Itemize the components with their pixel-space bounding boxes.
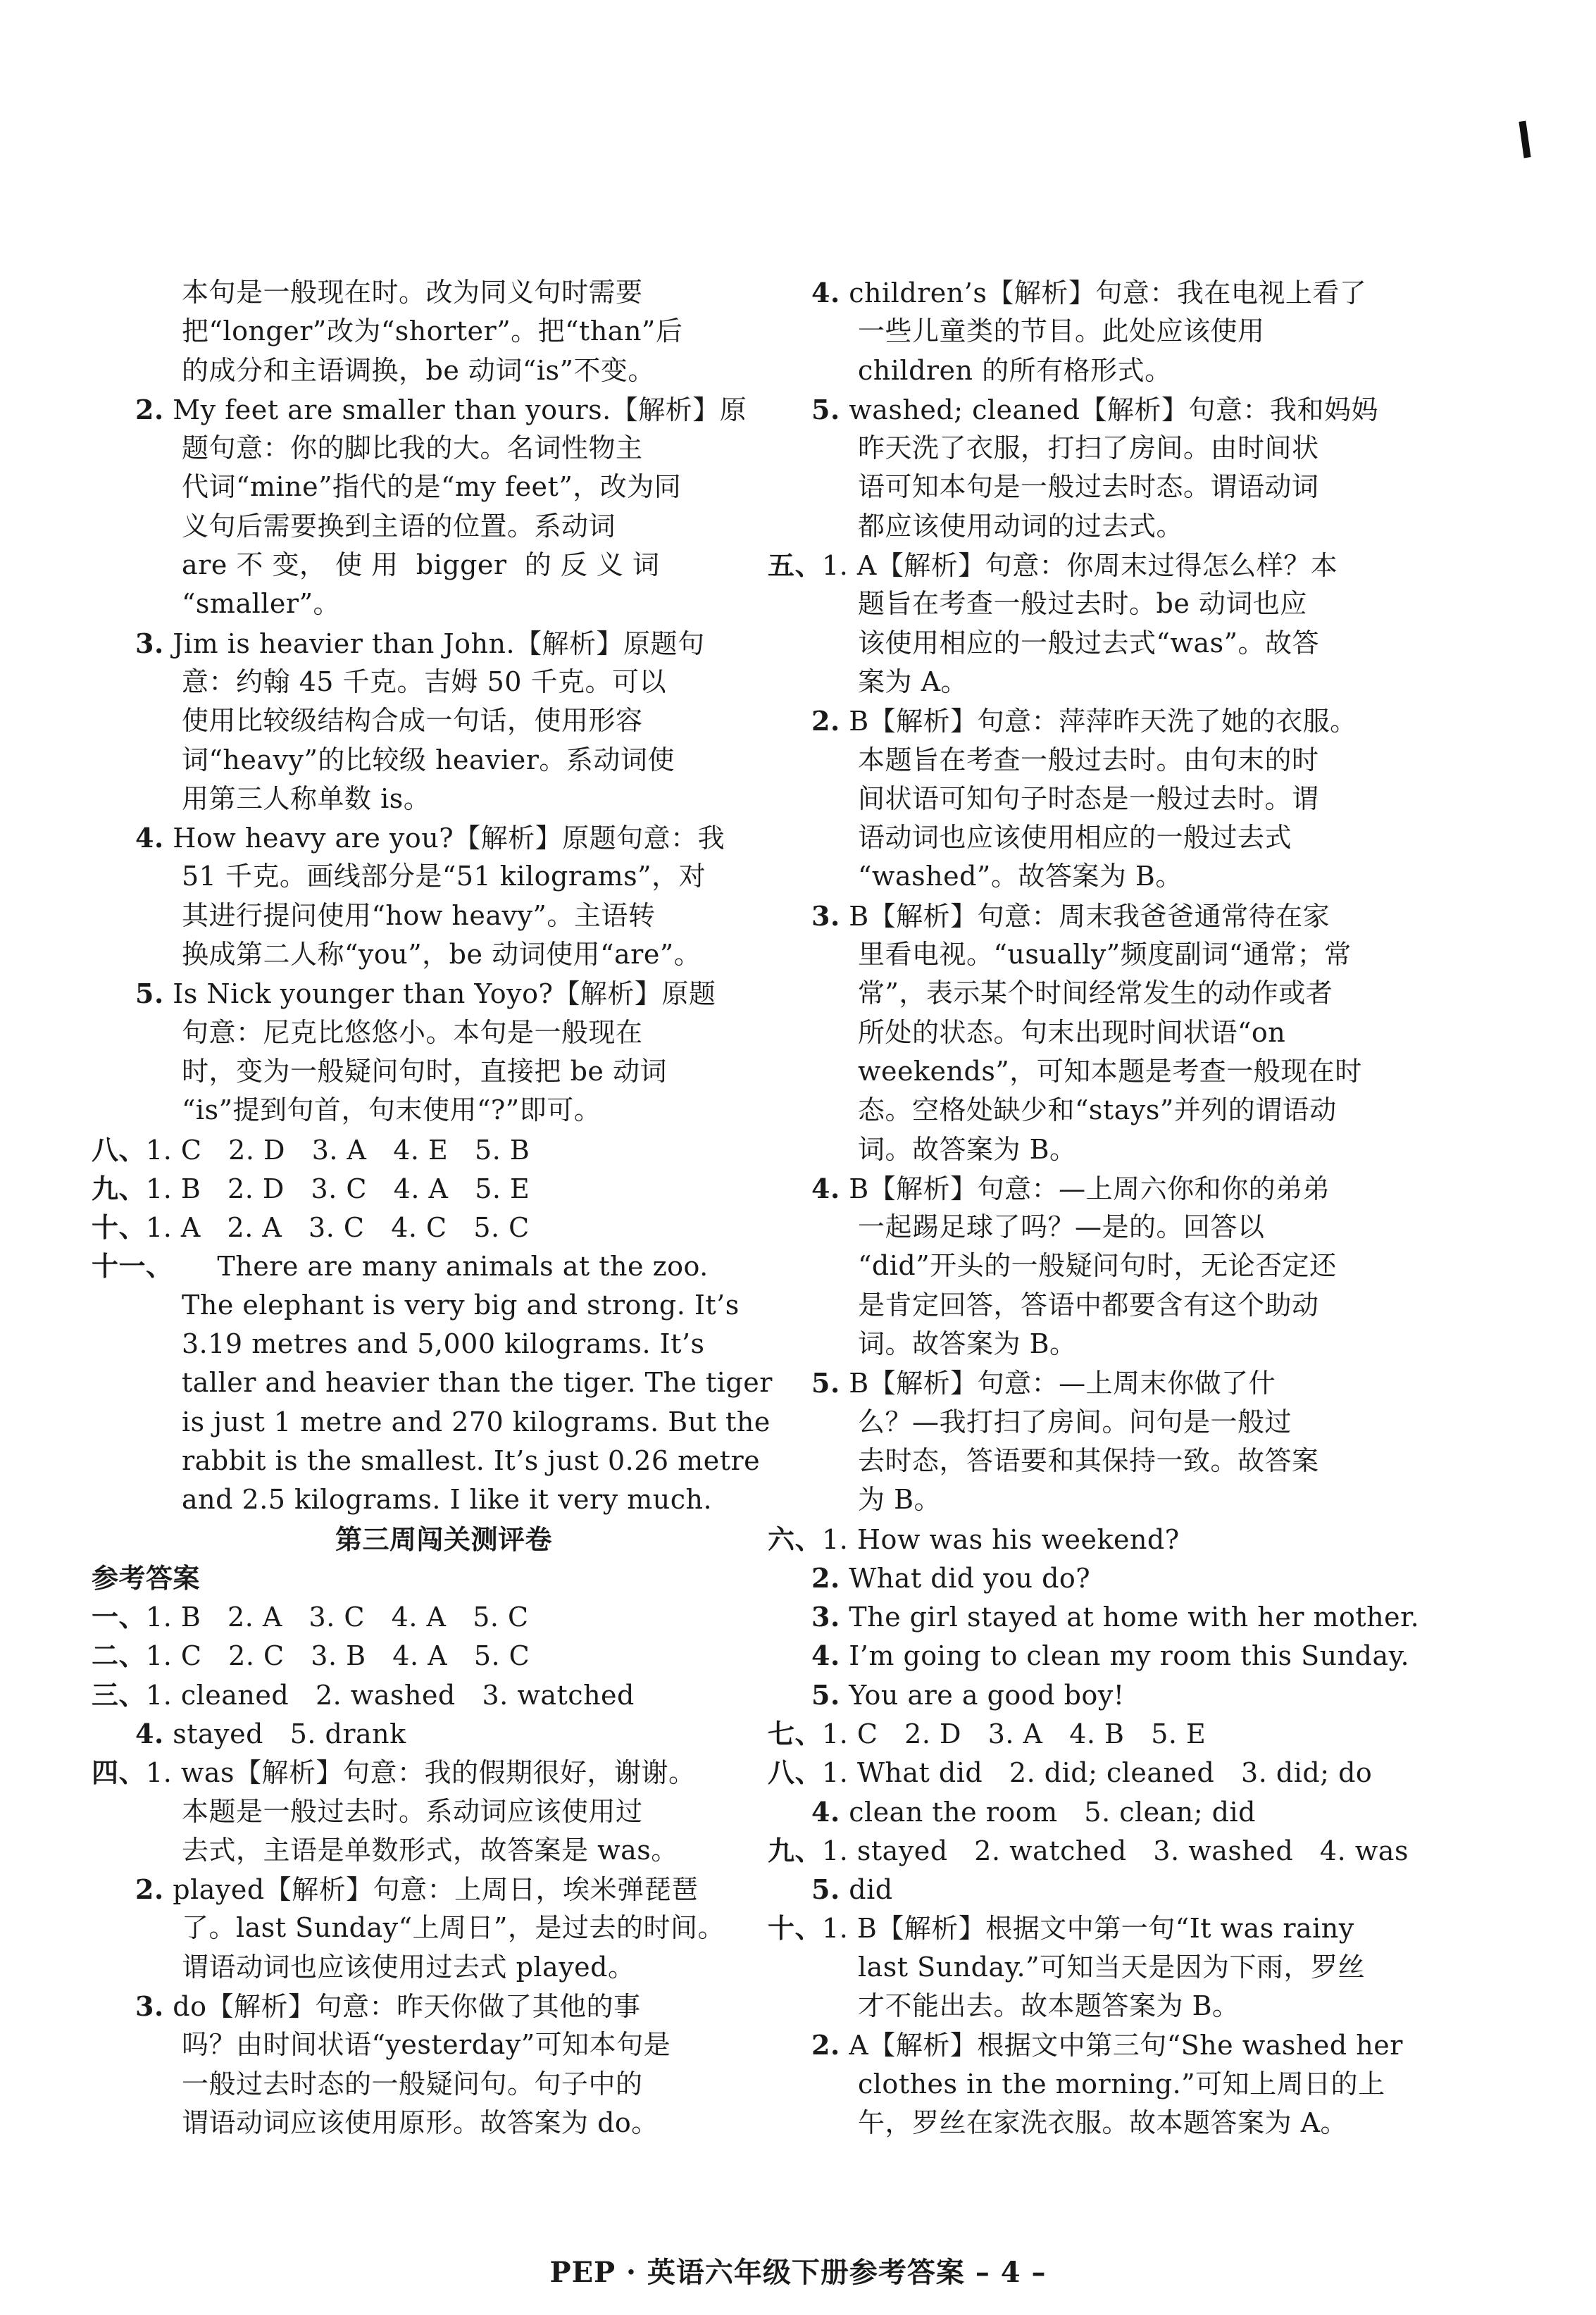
answer-line	[92, 1831, 796, 1870]
answer-line	[92, 1636, 796, 1675]
section-title	[92, 1520, 796, 1559]
answer-line	[92, 1909, 796, 1947]
line-text: 1. How was his weekend?	[822, 1523, 1180, 1555]
answer-line	[92, 507, 796, 546]
answer-line	[92, 273, 796, 312]
answer-line	[768, 1753, 1472, 1792]
line-text: 去时态，答语要和其保持一致。故答案	[858, 1444, 1319, 1476]
answer-line	[92, 2065, 796, 2104]
line-text: B【解析】句意：—上周六你和你的弟弟	[840, 1173, 1330, 1204]
line-text: 词“heavy”的比较级 heavier。系动词使	[182, 744, 675, 775]
line-text: B【解析】句意：萍萍昨天洗了她的衣服。	[840, 706, 1357, 737]
answer-line	[92, 1792, 796, 1831]
line-text: washed; cleaned【解析】句意：我和妈妈	[840, 394, 1378, 425]
line-text: 1. What did 2. did; cleaned 3. did; do	[822, 1757, 1373, 1789]
answer-line	[92, 1091, 796, 1130]
answer-line	[768, 1208, 1472, 1247]
answer-line	[768, 1870, 1472, 1909]
line-text: 第三周闯关测评卷	[335, 1523, 552, 1555]
answer-line	[92, 1052, 796, 1091]
line-text: 去式，主语是单数形式，故答案是 was。	[182, 1834, 678, 1866]
line-text: My feet are smaller than yours.【解析】原	[163, 394, 747, 425]
line-text: 一起踢足球了吗？—是的。回答以	[858, 1211, 1265, 1243]
answer-line	[768, 2026, 1472, 2064]
answer-line	[92, 624, 796, 663]
answer-line	[92, 741, 796, 780]
answer-line	[768, 1364, 1472, 1402]
answer-line	[92, 312, 796, 351]
answer-line	[768, 468, 1472, 506]
reference-answers-heading	[92, 1559, 796, 1597]
line-text: “washed”。故答案为 B。	[858, 861, 1183, 892]
answer-line	[92, 351, 796, 390]
line-text: “did”开头的一般疑问句时，无论否定还	[858, 1250, 1337, 1282]
item-number: 一、	[92, 1601, 146, 1633]
line-text: There are many animals at the zoo.	[173, 1251, 709, 1283]
line-text: Is Nick younger than Yoyo?【解析】原题	[163, 978, 716, 1010]
line-text: 其进行提问使用“how heavy”。主语转	[182, 899, 656, 931]
line-text: A【解析】根据文中第三句“She washed her	[840, 2030, 1403, 2061]
answer-line	[92, 390, 796, 429]
line-text: 换成第二人称“you”，be 动词使用“are”。	[182, 939, 702, 971]
answer-line	[768, 663, 1472, 701]
item-number: 4.	[811, 1172, 840, 1204]
answer-line	[92, 1870, 796, 1909]
item-number: 3.	[811, 1601, 840, 1633]
line-text: B【解析】句意：—上周末你做了什	[840, 1368, 1276, 1399]
answer-line	[768, 1013, 1472, 1052]
line-text: clean the room 5. clean; did	[840, 1796, 1256, 1828]
line-text: 一些儿童类的节目。此处应该使用	[858, 316, 1265, 347]
line-text: 谓语动词应该使用原形。故答案为 do。	[182, 2107, 659, 2138]
item-number: 5.	[811, 1678, 840, 1711]
answer-line	[92, 1247, 796, 1285]
item-number: 2.	[811, 2029, 840, 2061]
item-number: 3.	[135, 1990, 164, 2023]
line-text: 为 B。	[858, 1484, 942, 1516]
line-text: stayed 5. drank	[163, 1718, 406, 1749]
item-number: 九、	[768, 1834, 823, 1866]
item-number: 2.	[811, 705, 840, 737]
item-number: 4.	[811, 1795, 840, 1828]
answer-line	[92, 1714, 796, 1753]
answer-line	[768, 1987, 1472, 2026]
answer-line	[768, 1792, 1472, 1831]
line-text: 时，变为一般疑问句时，直接把 be 动词	[182, 1055, 667, 1087]
line-text: children’s【解析】句意：我在电视上看了	[840, 277, 1367, 308]
answer-line	[92, 429, 796, 468]
corner-mark	[1519, 121, 1530, 158]
line-text: 吗？由时间状语“yesterday”可知本句是	[182, 2029, 671, 2061]
item-number: 五、	[768, 549, 823, 582]
line-text: 语可知本句是一般过去时态。谓语动词	[858, 471, 1319, 503]
answer-line	[92, 1753, 796, 1792]
answer-line	[768, 1052, 1472, 1091]
line-text: B【解析】句意：周末我爸爸通常待在家	[840, 900, 1330, 932]
answer-line	[92, 1364, 796, 1402]
item-number: 十、	[768, 1912, 823, 1945]
line-text: 3.19 metres and 5,000 kilograms. It’s	[182, 1328, 705, 1360]
answer-line	[768, 1559, 1472, 1597]
line-text: 了。last Sunday“上周日”，是过去的时间。	[182, 1912, 725, 1944]
line-text: 把“longer”改为“shorter”。把“than”后	[182, 316, 683, 347]
answer-line	[768, 1247, 1472, 1285]
line-text: do【解析】句意：昨天你做了其他的事	[163, 1991, 641, 2023]
answer-line	[768, 2104, 1472, 2142]
item-number: 八、	[92, 1133, 146, 1166]
line-text: 用第三人称单数 is。	[182, 782, 431, 814]
line-text: “is”提到句首，句末使用“?”即可。	[182, 1094, 601, 1126]
line-text: The elephant is very big and strong. It’s	[182, 1289, 740, 1321]
line-text: 本题旨在考查一般过去时。由句末的时	[858, 744, 1319, 775]
line-text: 题句意：你的脚比我的大。名词性物主	[182, 432, 643, 464]
line-text: children 的所有格形式。	[858, 354, 1172, 386]
answer-line	[92, 935, 796, 974]
answer-line	[92, 1013, 796, 1052]
answer-line	[768, 1948, 1472, 1987]
line-text: 一般过去时态的一般疑问句。句子中的	[182, 2068, 643, 2099]
line-text: 语动词也应该使用相应的一般过去式	[858, 822, 1292, 854]
line-text: You are a good boy!	[840, 1679, 1125, 1711]
line-text: 谓语动词也应该使用过去式 played。	[182, 1951, 635, 1983]
line-text: 词。故答案为 B。	[858, 1133, 1077, 1165]
line-text: 1. C 2. D 3. A 4. B 5. E	[822, 1718, 1207, 1749]
line-text: 1. A 2. A 3. C 4. C 5. C	[146, 1212, 530, 1244]
line-text: 么？—我打扫了房间。问句是一般过	[858, 1406, 1292, 1437]
answer-line	[92, 1597, 796, 1636]
line-text: taller and heavier than the tiger. The tiger	[182, 1367, 773, 1399]
answer-line	[92, 1403, 796, 1442]
line-text: 是肯定回答，答语中都要含有这个助动	[858, 1289, 1319, 1321]
answer-line	[768, 1130, 1472, 1169]
line-text: 1. B【解析】根据文中第一句“It was rainy	[822, 1913, 1354, 1945]
answer-line	[768, 1597, 1472, 1636]
line-text: 态。空格处缺少和“stays”并列的谓语动	[858, 1094, 1337, 1126]
answer-line	[768, 1091, 1472, 1130]
answer-line	[92, 857, 796, 896]
line-text: weekends”，可知本题是考查一般现在时	[858, 1055, 1362, 1087]
line-text: 昨天洗了衣服，打扫了房间。由时间状	[858, 432, 1319, 464]
answer-line	[92, 2026, 796, 2064]
line-text: 题旨在考查一般过去时。be 动词也应	[858, 588, 1307, 620]
line-text: 午，罗丝在家洗衣服。故本题答案为 A。	[858, 2107, 1348, 2138]
answer-line	[92, 1987, 796, 2026]
answer-line	[768, 974, 1472, 1013]
item-number: 2.	[135, 1873, 164, 1906]
line-text: played【解析】句意：上周日，埃米弹琵琶	[163, 1874, 699, 1906]
line-text: The girl stayed at home with her mother.	[840, 1602, 1420, 1633]
answer-line	[768, 935, 1472, 974]
line-text: rabbit is the smallest. It’s just 0.26 metre	[182, 1444, 761, 1476]
answer-line	[768, 312, 1472, 351]
answer-line	[92, 663, 796, 701]
answer-line	[768, 546, 1472, 585]
item-number: 六、	[768, 1523, 823, 1555]
left-column	[92, 273, 796, 2142]
answer-line	[768, 780, 1472, 818]
line-text: Jim is heavier than John.【解析】原题句	[163, 628, 705, 659]
answer-line	[92, 701, 796, 740]
line-text: and 2.5 kilograms. I like it very much.	[182, 1484, 713, 1516]
line-text: 51 千克。画线部分是“51 kilograms”，对	[182, 861, 706, 892]
answer-line	[768, 741, 1472, 780]
item-number: 二、	[92, 1640, 146, 1672]
item-number: 2.	[811, 1561, 840, 1594]
answer-line	[768, 585, 1472, 623]
answer-line	[92, 1948, 796, 1987]
answer-line	[768, 1169, 1472, 1208]
item-number: 4.	[135, 822, 164, 854]
answer-line	[768, 273, 1472, 312]
line-text: 都应该使用动词的过去式。	[858, 510, 1184, 542]
line-text: 才不能出去。故本题答案为 B。	[858, 1990, 1240, 2022]
answer-line	[92, 1208, 796, 1247]
line-text: How heavy are you?【解析】原题句意：我	[163, 823, 725, 854]
answer-line	[92, 1676, 796, 1714]
answer-line	[92, 780, 796, 818]
line-text: 意：约翰 45 千克。吉姆 50 千克。可以	[182, 666, 667, 697]
line-text: 1. B 2. A 3. C 4. A 5. C	[146, 1602, 529, 1633]
answer-line	[92, 1325, 796, 1364]
item-number: 十、	[92, 1211, 146, 1244]
line-text: 本题是一般过去时。系动词应该使用过	[182, 1795, 643, 1827]
answer-line	[768, 1831, 1472, 1870]
answer-line	[768, 1520, 1472, 1559]
answer-line	[92, 1169, 796, 1208]
line-text: 代词“mine”指代的是“my feet”，改为同	[182, 471, 682, 503]
answer-line	[768, 429, 1472, 468]
item-number: 5.	[811, 1367, 840, 1399]
line-text: “smaller”。	[182, 588, 341, 620]
answer-line	[92, 2104, 796, 2142]
answer-line	[92, 1130, 796, 1169]
item-number: 3.	[811, 899, 840, 932]
line-text: 1. C 2. D 3. A 4. E 5. B	[146, 1134, 530, 1166]
answer-line	[768, 351, 1472, 390]
item-number: 3.	[135, 627, 164, 659]
line-text: 的成分和主语调换，be 动词“is”不变。	[182, 354, 655, 386]
line-text: What did you do?	[840, 1562, 1091, 1594]
line-text: 1. A【解析】句意：你周末过得怎么样？本	[822, 550, 1338, 582]
answer-line	[768, 1403, 1472, 1442]
line-text: 1. B 2. D 3. C 4. A 5. E	[146, 1173, 530, 1204]
answer-line	[768, 857, 1472, 896]
answer-line	[768, 1325, 1472, 1364]
line-text: 词。故答案为 B。	[858, 1328, 1077, 1360]
answer-line	[92, 1442, 796, 1480]
item-number: 4.	[135, 1717, 164, 1749]
item-number: 八、	[768, 1756, 823, 1789]
line-text: 所处的状态。句末出现时间状语“on	[858, 1016, 1286, 1048]
answer-line	[768, 818, 1472, 857]
answer-line	[92, 1480, 796, 1519]
line-text: I’m going to clean my room this Sunday.	[840, 1640, 1410, 1672]
page-footer: PEP · 英语六年级下册参考答案 – 4 –	[549, 2256, 1047, 2289]
answer-line	[768, 1442, 1472, 1480]
item-number: 七、	[768, 1717, 823, 1749]
answer-line	[768, 1286, 1472, 1325]
answer-line	[768, 1909, 1472, 1947]
item-number: 2.	[135, 393, 164, 425]
answer-line	[768, 1480, 1472, 1519]
line-text: are 不 变， 使 用 bigger 的 反 义 词	[182, 549, 660, 581]
line-text: is just 1 metre and 270 kilograms. But the	[182, 1406, 771, 1437]
line-text: 参考答案	[92, 1561, 201, 1594]
answer-line	[768, 1676, 1472, 1714]
line-text: 1. C 2. C 3. B 4. A 5. C	[146, 1640, 530, 1672]
line-text: 该使用相应的一般过去式“was”。故答	[858, 627, 1320, 659]
line-text: 间状语可知句子时态是一般过去时。谓	[858, 782, 1319, 814]
line-text: 义句后需要换到主语的位置。系动词	[182, 510, 616, 542]
answer-line	[768, 897, 1472, 935]
answer-line	[768, 390, 1472, 429]
answer-line	[768, 1636, 1472, 1675]
answer-line	[768, 624, 1472, 663]
item-number: 十一、	[92, 1250, 173, 1283]
item-number: 4.	[811, 277, 840, 308]
answer-line	[92, 974, 796, 1013]
item-number: 四、	[92, 1756, 146, 1789]
line-text: 1. was【解析】句意：我的假期很好，谢谢。	[146, 1757, 696, 1789]
line-text: 案为 A。	[858, 666, 968, 697]
line-text: 里看电视。“usually”频度副词“通常；常	[858, 939, 1352, 971]
answer-line	[768, 701, 1472, 740]
line-text: 使用比较级结构合成一句话，使用形容	[182, 705, 643, 737]
item-number: 5.	[135, 978, 164, 1010]
line-text: last Sunday.”可知当天是因为下雨，罗丝	[858, 1951, 1366, 1983]
line-text: did	[840, 1874, 893, 1906]
item-number: 九、	[92, 1172, 146, 1204]
answer-line	[92, 585, 796, 623]
right-column	[768, 273, 1472, 2142]
line-text: 句意：尼克比悠悠小。本句是一般现在	[182, 1016, 643, 1048]
answer-line	[92, 546, 796, 585]
line-text: 本句是一般现在时。改为同义句时需要	[182, 277, 643, 308]
line-text: clothes in the morning.”可知上周日的上	[858, 2068, 1385, 2099]
answer-line	[768, 2065, 1472, 2104]
item-number: 5.	[811, 393, 840, 425]
item-number: 4.	[811, 1640, 840, 1672]
answer-line	[768, 1714, 1472, 1753]
answer-line	[92, 897, 796, 935]
line-text: 1. cleaned 2. washed 3. watched	[146, 1679, 635, 1711]
item-number: 三、	[92, 1678, 146, 1711]
answer-line	[92, 468, 796, 506]
item-number: 5.	[811, 1873, 840, 1906]
line-text: 1. stayed 2. watched 3. washed 4. was	[822, 1835, 1409, 1866]
answer-line	[92, 1286, 796, 1325]
answer-line	[92, 818, 796, 857]
answer-line	[768, 507, 1472, 546]
line-text: 常”，表示某个时间经常发生的动作或者	[858, 978, 1333, 1009]
